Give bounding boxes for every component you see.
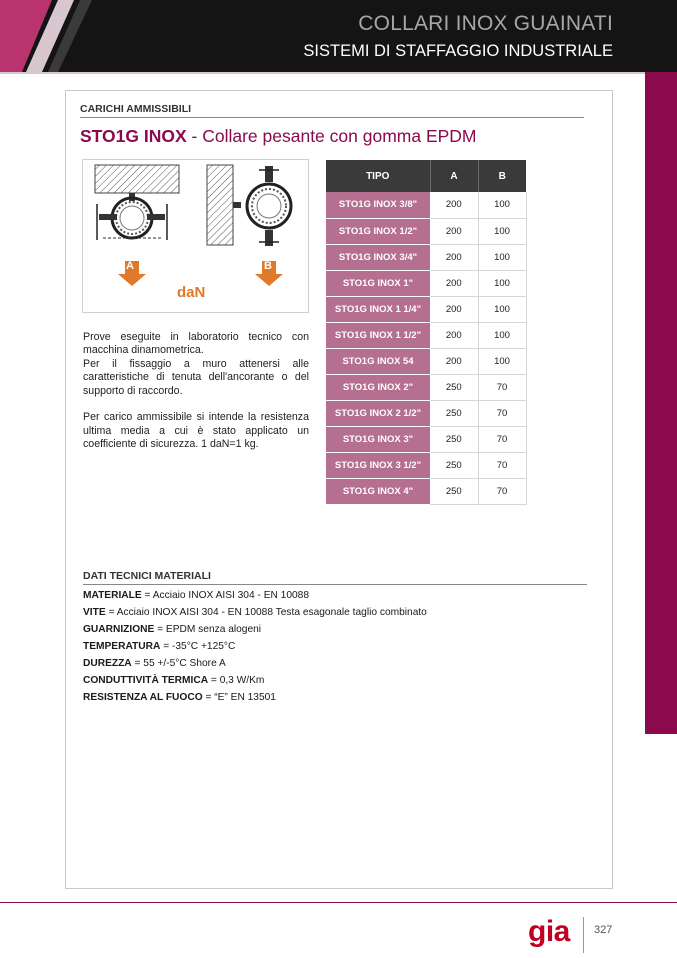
- cell-b: 70: [478, 400, 526, 426]
- cell-b: 70: [478, 478, 526, 504]
- cell-tipo: STO1G INOX 1": [326, 270, 430, 296]
- table-row: [326, 452, 526, 478]
- tech-value: = 55 +/-5°C Shore A: [131, 658, 226, 669]
- loads-section-label: CARICHI AMMISSIBILI: [80, 103, 192, 115]
- tech-key: GUARNIZIONE: [83, 624, 155, 635]
- cell-b: 100: [478, 348, 526, 374]
- tech-value: = Acciaio INOX AISI 304 - EN 10088 Testa esagonale taglio combinato: [105, 607, 427, 618]
- description-paragraph-3: Per carico ammissibile si intende la resistenza ultima media a cui è stato applicato un coefficiente di sicurezza. 1 daN=1 kg.: [83, 411, 309, 451]
- cell-a: 250: [430, 400, 478, 426]
- test-description: [83, 331, 309, 452]
- cell-b: 70: [478, 426, 526, 452]
- tech-key: VITE: [83, 607, 106, 618]
- tech-value: = -35°C +125°C: [160, 641, 236, 652]
- tech-section-label: DATI TECNICI MATERIALI: [83, 570, 211, 582]
- cell-tipo: STO1G INOX 1 1/4": [326, 296, 430, 322]
- cell-a: 250: [430, 478, 478, 504]
- header-separator: [0, 72, 677, 74]
- header-subtitle: SISTEMI DI STAFFAGGIO INDUSTRIALE: [303, 42, 613, 60]
- table-row: [326, 478, 526, 504]
- tech-specs-list: [83, 587, 427, 706]
- tech-row-durezza: [83, 655, 427, 672]
- cell-tipo: STO1G INOX 3/4": [326, 244, 430, 270]
- ceiling-clamp-figure: [95, 165, 179, 240]
- header-accent-graphic: [0, 0, 110, 72]
- table-row: [326, 348, 526, 374]
- cell-a: 250: [430, 374, 478, 400]
- cell-tipo: STO1G INOX 1/2": [326, 218, 430, 244]
- cell-a: 200: [430, 192, 478, 218]
- table-row: [326, 374, 526, 400]
- product-title: [80, 126, 477, 147]
- tech-row-vite: [83, 604, 427, 621]
- tech-key: MATERIALE: [83, 590, 142, 601]
- cell-a: 250: [430, 452, 478, 478]
- description-paragraph-1: Prove eseguite in laboratorio tecnico con macchina dinamometrica.: [83, 331, 309, 357]
- table-row: [326, 270, 526, 296]
- tech-value: = “E” EN 13501: [202, 692, 276, 703]
- side-accent-bar: [645, 72, 677, 734]
- load-direction-drawing: [82, 159, 309, 313]
- cell-b: 100: [478, 296, 526, 322]
- cell-b: 70: [478, 374, 526, 400]
- tech-value: = Acciaio INOX AISI 304 - EN 10088: [141, 590, 310, 601]
- cell-b: 100: [478, 218, 526, 244]
- tech-key: TEMPERATURA: [83, 641, 161, 652]
- tech-key: CONDUTTIVITÀ TERMICA: [83, 675, 209, 686]
- header-title: COLLARI INOX GUAINATI: [358, 12, 613, 35]
- cell-a: 200: [430, 244, 478, 270]
- cell-tipo: STO1G INOX 4": [326, 478, 430, 504]
- description-paragraph-2: Per il fissaggio a muro attenersi alle caratteristiche di tenuta dell'ancorante o del supporto di raccordo.: [83, 357, 309, 397]
- gia-logo: gia: [528, 915, 570, 948]
- cell-b: 70: [478, 452, 526, 478]
- cell-tipo: STO1G INOX 1 1/2": [326, 322, 430, 348]
- tech-value: = 0,3 W/Km: [208, 675, 265, 686]
- cell-tipo: STO1G INOX 3/8": [326, 192, 430, 218]
- footer-separator: [583, 917, 584, 953]
- tech-row-resistenza-fuoco: [83, 689, 427, 706]
- table-row: [326, 322, 526, 348]
- cell-b: 100: [478, 322, 526, 348]
- cell-tipo: STO1G INOX 54: [326, 348, 430, 374]
- cell-tipo: STO1G INOX 2": [326, 374, 430, 400]
- table-row: [326, 296, 526, 322]
- cell-a: 200: [430, 296, 478, 322]
- page-number: 327: [594, 924, 613, 936]
- cell-a: 200: [430, 348, 478, 374]
- cell-a: 250: [430, 426, 478, 452]
- cell-b: 100: [478, 270, 526, 296]
- cell-tipo: STO1G INOX 3 1/2": [326, 452, 430, 478]
- cell-a: 200: [430, 270, 478, 296]
- arrow-a-label: A: [126, 260, 134, 272]
- cell-tipo: STO1G INOX 2 1/2": [326, 400, 430, 426]
- table-row: [326, 400, 526, 426]
- wall-clamp-figure: [207, 165, 291, 246]
- load-table: [326, 160, 527, 505]
- arrow-b-label: B: [264, 260, 272, 272]
- col-header-a: A: [430, 160, 478, 192]
- tech-row-conduttivita: [83, 672, 427, 689]
- table-row: [326, 192, 526, 218]
- unit-label: daN: [177, 284, 206, 301]
- cell-tipo: STO1G INOX 3": [326, 426, 430, 452]
- table-row: [326, 426, 526, 452]
- page-header: [0, 0, 677, 72]
- tech-row-materiale: [83, 587, 427, 604]
- product-description: - Collare pesante con gomma EPDM: [186, 126, 477, 146]
- col-header-tipo: TIPO: [326, 160, 430, 192]
- tech-key: DUREZZA: [83, 658, 132, 669]
- col-header-b: B: [478, 160, 526, 192]
- table-row: [326, 218, 526, 244]
- loads-section-rule: [80, 117, 584, 118]
- table-row: [326, 244, 526, 270]
- tech-section-rule: [83, 584, 587, 585]
- tech-key: RESISTENZA AL FUOCO: [83, 692, 203, 703]
- product-code: STO1G INOX: [80, 126, 187, 146]
- tech-row-temperatura: [83, 638, 427, 655]
- footer-rule: [0, 902, 677, 903]
- cell-a: 200: [430, 322, 478, 348]
- cell-a: 200: [430, 218, 478, 244]
- cell-b: 100: [478, 244, 526, 270]
- table-header-row: [326, 160, 526, 192]
- cell-b: 100: [478, 192, 526, 218]
- tech-row-guarnizione: [83, 621, 427, 638]
- tech-value: = EPDM senza alogeni: [154, 624, 262, 635]
